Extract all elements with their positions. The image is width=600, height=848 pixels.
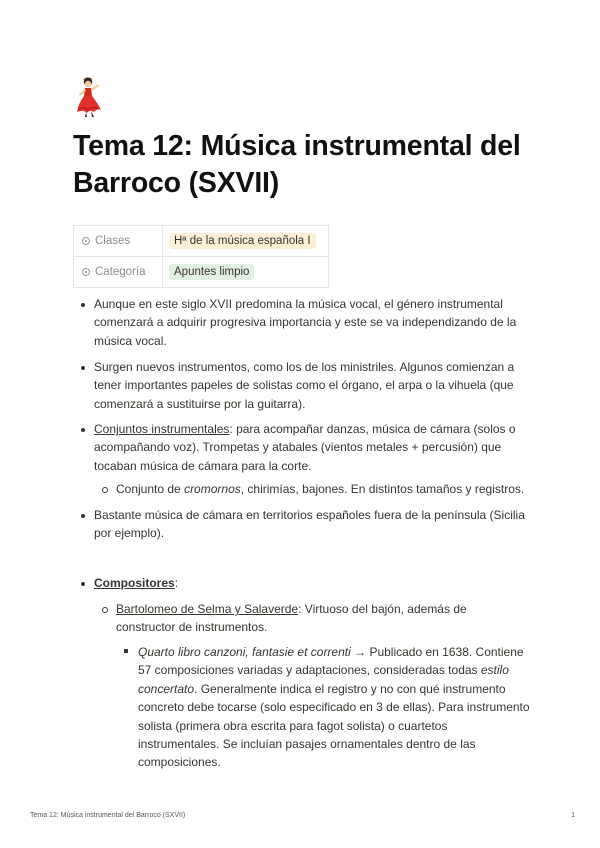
properties-table [73,225,329,288]
tag-clases[interactable]: Hª de la música española I [169,233,316,249]
list-item-text: : para acompañar danzas, música de cámara (solos o acompañando voz). Trompetas y atabales (vientos metales + percusión) que tocaban música de cámara para la corte. [94,422,516,473]
page-number: 1 [571,812,575,819]
italic-term: estilo concertato [138,663,509,696]
property-row-categoria [74,257,329,288]
sub-bullet-marker [102,487,108,493]
select-property-icon [82,237,90,245]
text-segment: . Generalmente indica el registro y no con qué instrumento concreto debe tocarse (solo especificado en 3 de ellas). Para instrumento solista (primera obra escrita para fagot solista) o cuartetos instrumentales. Se incluían pasajes ornamentales dentro de las composiciones. [138,681,530,770]
property-key-label: Categoría [95,266,146,278]
text-segment: Publicado en 1638. Contiene 57 composiciones variadas y adaptaciones, consideradas todas [138,645,524,678]
list-item-compositores [94,574,534,592]
text-segment: , chirimías, bajones. En distintos tamaños y registros. [240,482,525,496]
composer-name: Bartolomeo de Selma y Salaverde [116,602,299,616]
flamenco-dancer-icon [74,76,104,118]
text-segment: Conjunto de [116,482,185,496]
nested-list-item [138,643,530,772]
composer-description: : Virtuoso del bajón, además de constructor de instrumentos. [116,602,467,635]
list-item: Bastante música de cámara en territorios españoles fuera de la península (Sicilia por ejemplo). [94,508,525,541]
bullet-marker [81,303,85,307]
sub-bullet-marker [102,607,108,613]
page-footer [30,812,575,819]
list-item: Aunque en este siglo XVII predomina la música vocal, el género instrumental comenzará a adquirir progresiva importancia y este se va independizando de la música vocal. [94,297,517,348]
footer-title: Tema 12: Música instrumental del Barroco (SXVII) [30,812,186,819]
bullet-marker [81,514,85,518]
heading-compositores: Compositores [94,576,175,590]
page-title: Tema 12: Música instrumental del Barroco (SXVII) [73,130,521,199]
bullet-marker [81,428,85,432]
property-key-label: Clases [95,235,131,247]
arrow: → [350,645,370,659]
sub-list-item [116,480,546,498]
property-value[interactable] [163,226,329,257]
list-item [94,420,534,475]
work-title: Quarto libro canzoni, fantasie et correnti [138,645,351,659]
bullet-marker [81,366,85,370]
sub-list-item [116,600,526,637]
bullet-marker [81,582,85,586]
term-conjuntos: Conjuntos instrumentales [94,422,230,436]
property-key [74,257,163,288]
property-value[interactable] [163,257,329,288]
list-item: Surgen nuevos instrumentos, como los de los ministriles. Algunos comienzan a tener importantes papeles de solistas como el órgano, el arpa o la vihuela (que comenzará a sustituirse por la guitarra). [94,360,515,411]
square-bullet-marker [124,649,128,653]
colon: : [174,576,179,590]
property-row-clases [74,226,329,257]
tag-categoria[interactable]: Apuntes limpio [169,264,254,280]
select-property-icon [82,268,90,276]
property-key [74,226,163,257]
italic-term: cromornos [184,482,241,496]
